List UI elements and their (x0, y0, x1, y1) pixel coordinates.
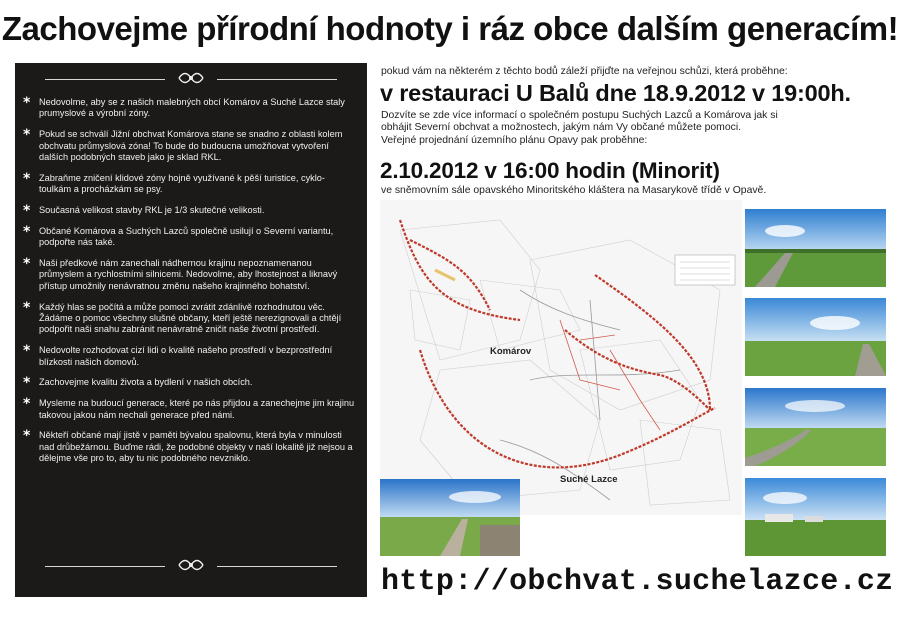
asterisk-icon: * (23, 170, 31, 187)
map-label-komarov: Komárov (490, 346, 532, 357)
info-paragraph: Dozvíte se zde více informací o společném postupu Suchých Lazců a Komárova jak si obhájit Severní obchvat a možnostech, jakým nám Vy občané můžete pomoci. Veřejné projednání územního plánu Opavy pak proběhne: (381, 110, 778, 146)
flourish-ornament-icon (177, 70, 205, 86)
asterisk-icon: * (23, 375, 31, 392)
list-item: * Každý hlas se počítá a může pomoci zvrátit zdánlivě rozhodnutou věc. Žádáme o pomoc všechny slušné občany, kteří ještě nerezignovali a chtějí podpořit naši snahu zabránit nenávratně zničit naše životní prostředí. (23, 299, 342, 335)
landscape-photo (745, 298, 886, 376)
asterisk-icon: * (23, 428, 31, 445)
list-item: * Naši předkové nám zanechali nádhernou krajinu nepoznamenanou průmyslem a rychlostními silnicemi. Nedovolme, aby lhostejnost a liknavý přístup umožnily nenávratnou změnu našeho krajinného bohatství. (23, 256, 338, 291)
asterisk-icon: * (23, 256, 31, 273)
list-item: * Nedovolme, aby se z našich malebných obcí Komárov a Suché Lazce staly prumyslové a výrobní zóny. (23, 95, 345, 119)
bullet-list (23, 97, 355, 474)
map-label-suche-lazce: Suché Lazce (560, 474, 618, 485)
meeting-venue-date: v restauraci U Balů dne 18.9.2012 v 19:00h. (380, 80, 851, 106)
route-map (380, 200, 742, 515)
asterisk-icon: * (23, 223, 31, 240)
asterisk-icon: * (23, 95, 31, 111)
asterisk-icon: * (23, 127, 31, 144)
asterisk-icon: * (23, 203, 31, 220)
ornament-top (35, 72, 347, 86)
headline: Zachovejme přírodní hodnoty i ráz obce dalším generacím! (1, 10, 899, 47)
list-item: * Současná velikost stavby RKL je 1/3 skutečné velikosti. (23, 203, 265, 220)
list-item: * Nedovolte rozhodovat cizí lidi o kvalitě našeho prostředí v bezprostřední blízkosti našich domovů. (23, 343, 333, 367)
website-url: http://obchvat.suchelazce.cz (381, 565, 894, 599)
list-item: * Pokud se schválí Jižní obchvat Komárova stane se snadno z oblasti kolem obchvatu průmyslová zóna! To bude do budoucna umožňovat vytvoření dalších podobných staveb jako je sklad RKL. (23, 127, 343, 163)
bullet-panel (15, 63, 367, 597)
asterisk-icon: * (23, 299, 31, 316)
ornament-bottom (35, 559, 347, 573)
hearing-date: 2.10.2012 v 16:00 hodin (Minorit) (380, 158, 720, 183)
list-item: * Někteří občané mají jistě v paměti bývalou spalovnu, která byla v minulosti nad drůbežárnou. Buďme rádi, že podobné objekty v naší lokalitě již nejsou a dělejme vše pro to, aby tu nic podobného nevzniklo. (23, 428, 353, 464)
list-item: * Občané Komárova a Suchých Lazců společně usilují o Severní variantu, podpořte nás také. (23, 223, 334, 248)
intro-text: pokud vám na některém z těchto bodů záleží přijďte na veřejnou schůzi, která proběhne: (381, 66, 788, 77)
list-item: * Zachovejme kvalitu života a bydlení v našich obcích. (23, 375, 253, 392)
flourish-ornament-icon (177, 557, 205, 573)
list-item: * Mysleme na budoucí generace, které po nás přijdou a zanechejme jim krajinu takovou jakou nám nechali generace před námi. (23, 396, 355, 420)
landscape-photo (380, 479, 520, 556)
landscape-photo (745, 209, 886, 287)
asterisk-icon: * (23, 396, 31, 413)
landscape-photo (745, 478, 886, 556)
list-item: * Zabraňme zničení klidové zóny hojně využívané k pěší turistice, cyklo-toulkám a procházkám se psy. (23, 170, 325, 195)
landscape-photo (745, 388, 886, 466)
hearing-venue: ve sněmovním sále opavského Minoritského kláštera na Masarykově třídě v Opavě. (381, 185, 767, 196)
asterisk-icon: * (23, 343, 31, 360)
